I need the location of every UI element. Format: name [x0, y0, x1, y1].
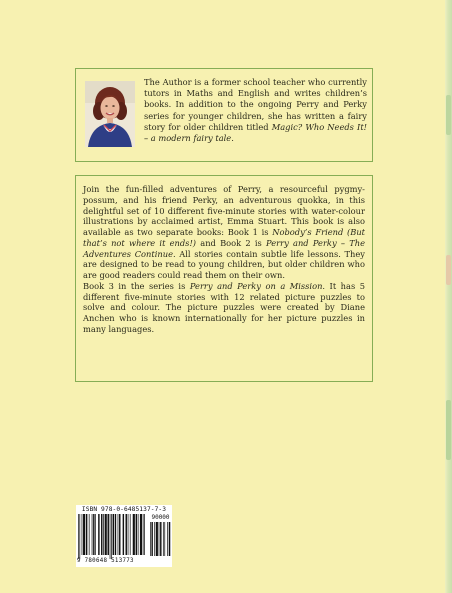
addon-barcode-bars — [150, 522, 171, 560]
isbn-barcode — [76, 505, 172, 567]
book-3-title: Perry and Perky on a Mission. — [189, 280, 326, 291]
author-bio-main: The Author is a former school teacher who currently tutors in Maths and English and writes children’s books. In addition to the ongoing Perry and Perky series for younger children, she has written a fairy story for older children titled — [144, 77, 367, 132]
barcode-bar — [126, 514, 127, 555]
barcode-bar — [111, 514, 112, 559]
barcode-bar — [108, 514, 109, 555]
barcode-bar — [113, 514, 114, 555]
barcode-bar — [95, 514, 96, 555]
author-bio-box — [75, 68, 373, 162]
barcode-bar — [164, 522, 165, 556]
barcode-bar — [167, 522, 168, 556]
barcode-bar — [86, 514, 87, 555]
barcode-bar — [130, 514, 131, 555]
edge-illustration-fragment — [446, 95, 451, 135]
ean-barcode-bars — [78, 514, 148, 559]
blurb-text-run: Join the fun-filled adventures of Perry, a resourceful pygmy-possum, and his friend Perky, an adventurous quokka, in this delightful set of 10 different five-minute stories with water-colour illustrations by acclaimed artist, Emma Stuart. This book is also available as two separate books: Book 1 is — [83, 184, 365, 237]
blurb-text-run: and Book 2 is — [196, 237, 267, 248]
barcode-bar — [115, 514, 116, 555]
book-blurb-box — [75, 175, 373, 382]
book-2-title: Perry and Perky – The Adventures Continue. — [83, 237, 366, 259]
barcode-bar — [163, 522, 164, 556]
blurb-text-run: It has 5 different five-minute stories with 12 related picture puzzles to solve and colour. The picture puzzles were created by Diane Anchen who is known internationally for her picture puzzles in many languages. — [83, 280, 365, 334]
barcode-bar — [136, 514, 137, 555]
barcode-bar — [98, 514, 99, 555]
price-code: 90000 — [151, 514, 170, 521]
barcode-bar — [93, 514, 94, 555]
blurb-text-run: Book 3 in the series is — [83, 280, 190, 291]
author-photo — [85, 81, 135, 147]
barcode-bar — [151, 522, 152, 556]
barcode-bar — [92, 514, 93, 555]
barcode-bar — [123, 514, 124, 555]
edge-illustration-fragment — [446, 255, 451, 285]
barcode-bar — [138, 514, 139, 555]
barcode-bar — [160, 522, 161, 556]
page-right-edge — [445, 0, 452, 593]
barcode-bar — [150, 522, 151, 556]
barcode-bar — [144, 514, 145, 555]
barcode-bar — [140, 514, 142, 555]
barcode-bar — [82, 514, 83, 555]
fairy-tale-title: Magic? Who Needs It! — [271, 121, 368, 132]
barcode-bar — [119, 514, 120, 555]
author-portrait-image — [85, 81, 135, 147]
book-1-title: Nobody’s Friend (But that’s not where it ends!) — [83, 227, 366, 248]
barcode-bar — [78, 514, 79, 559]
barcode-bar — [156, 522, 158, 556]
barcode-bar — [79, 514, 80, 559]
barcode-bar — [103, 514, 104, 555]
barcode-bar — [118, 514, 119, 555]
barcode-bar — [83, 514, 85, 555]
barcode-bar — [133, 514, 135, 555]
barcode-bar — [159, 522, 160, 556]
edge-illustration-fragment — [446, 400, 451, 460]
blurb-paragraph-2 — [83, 281, 365, 335]
barcode-bar — [169, 522, 170, 556]
blurb-paragraph-1 — [83, 184, 365, 281]
barcode-bar — [110, 514, 111, 559]
book-blurb-text — [83, 184, 365, 335]
barcode-bar — [101, 514, 102, 555]
barcode-bar — [128, 514, 129, 555]
isbn-label: ISBN 978-0-6485137-7-3 — [81, 506, 167, 513]
ean-digits: 9 780648 513773 — [77, 558, 134, 564]
author-bio-text — [144, 77, 367, 144]
barcode-bar — [89, 514, 90, 555]
barcode-bar — [154, 522, 155, 556]
barcode-bar — [143, 514, 144, 555]
barcode-bar — [105, 514, 107, 555]
blurb-text-run: All stories contain subtle life lessons. They are designed to be read to young children, but older children who are good readers could read them on their own. — [83, 248, 365, 280]
fairy-tale-subtitle: – a modern fairy tale. — [144, 133, 234, 144]
